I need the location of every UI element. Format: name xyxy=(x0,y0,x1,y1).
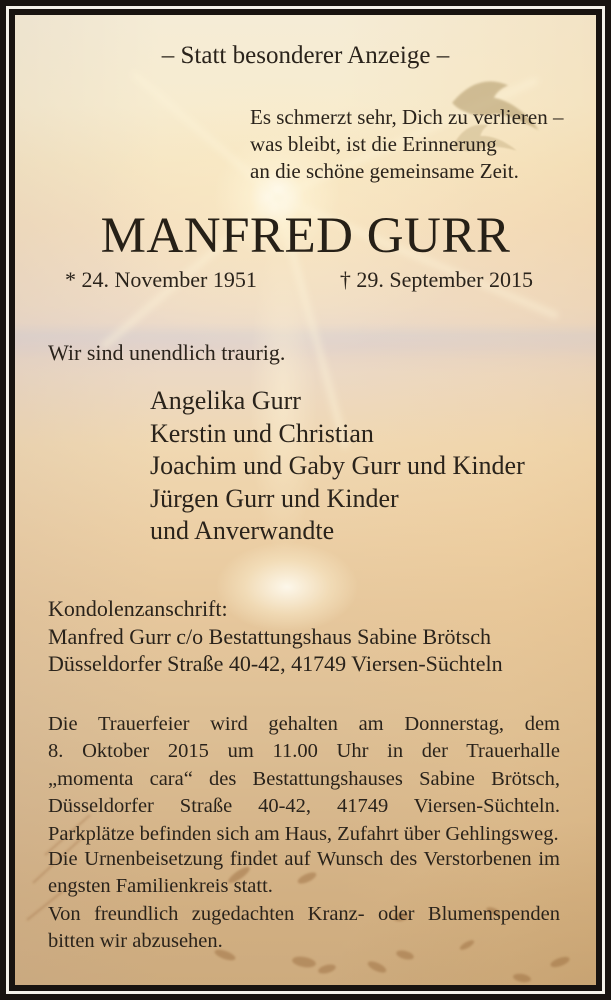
epigraph xyxy=(250,104,563,185)
condolence-line: Manfred Gurr c/o Bestattungshaus Sabine Brötsch xyxy=(48,623,491,649)
death-date: † 29. September 2015 xyxy=(339,267,533,292)
service-info xyxy=(48,711,560,848)
epigraph-line: was bleibt, ist die Erinnerung xyxy=(250,132,497,156)
birth-date: * 24. November 1951 xyxy=(65,267,257,292)
mourners-list xyxy=(150,385,525,548)
mourner-name: Angelika Gurr xyxy=(150,386,301,415)
deceased-name: MANFRED GURR xyxy=(100,208,511,264)
burial-info xyxy=(48,846,560,901)
service-info-line: „momenta cara“ des Bestattungshauses Sabine Brötsch, xyxy=(48,767,560,790)
service-info-line: Parkplätze befinden sich am Haus, Zufahrt über Gehlingsweg. xyxy=(48,822,559,845)
epigraph-line: an die schöne gemeinsame Zeit. xyxy=(250,159,519,183)
inner-frame xyxy=(6,6,605,994)
service-info-line: Düsseldorfer Straße 40-42, 41749 Viersen-Süchteln. xyxy=(48,795,560,818)
mourning-statement: Wir sind unendlich traurig. xyxy=(48,340,286,365)
life-dates xyxy=(15,266,596,294)
condolence-label: Kondolenzanschrift: xyxy=(48,596,228,621)
mourner-name: Joachim und Gaby Gurr und Kinder xyxy=(150,451,525,481)
mourner-name: und Anverwandte xyxy=(150,516,335,546)
service-info-line: 8. Oktober 2015 um 11.00 Uhr in der Trauerhalle xyxy=(48,740,560,763)
burial-info-line: engsten Familienkreis statt. xyxy=(48,875,273,898)
condolence-address xyxy=(48,595,503,678)
donations-note xyxy=(48,901,560,956)
burial-info-line: Die Urnenbeisetzung findet auf Wunsch des Verstorbenen im xyxy=(48,848,560,870)
condolence-line: Düsseldorfer Straße 40-42, 41749 Viersen-Süchteln xyxy=(48,651,503,676)
notice-content xyxy=(15,15,596,985)
service-info-line: Die Trauerfeier wird gehalten am Donnerstag, dem xyxy=(48,713,560,735)
notice-header: – Statt besonderer Anzeige – xyxy=(161,42,450,69)
donations-note-line: Von freundlich zugedachten Kranz- oder Blumenspenden xyxy=(48,903,560,925)
mourner-name: Jürgen Gurr und Kinder xyxy=(150,483,399,513)
mourner-name: Kerstin und Christian xyxy=(150,418,374,448)
donations-note-line: bitten wir abzusehen. xyxy=(48,930,223,953)
epigraph-line: Es schmerzt sehr, Dich zu verlieren – xyxy=(250,105,564,129)
